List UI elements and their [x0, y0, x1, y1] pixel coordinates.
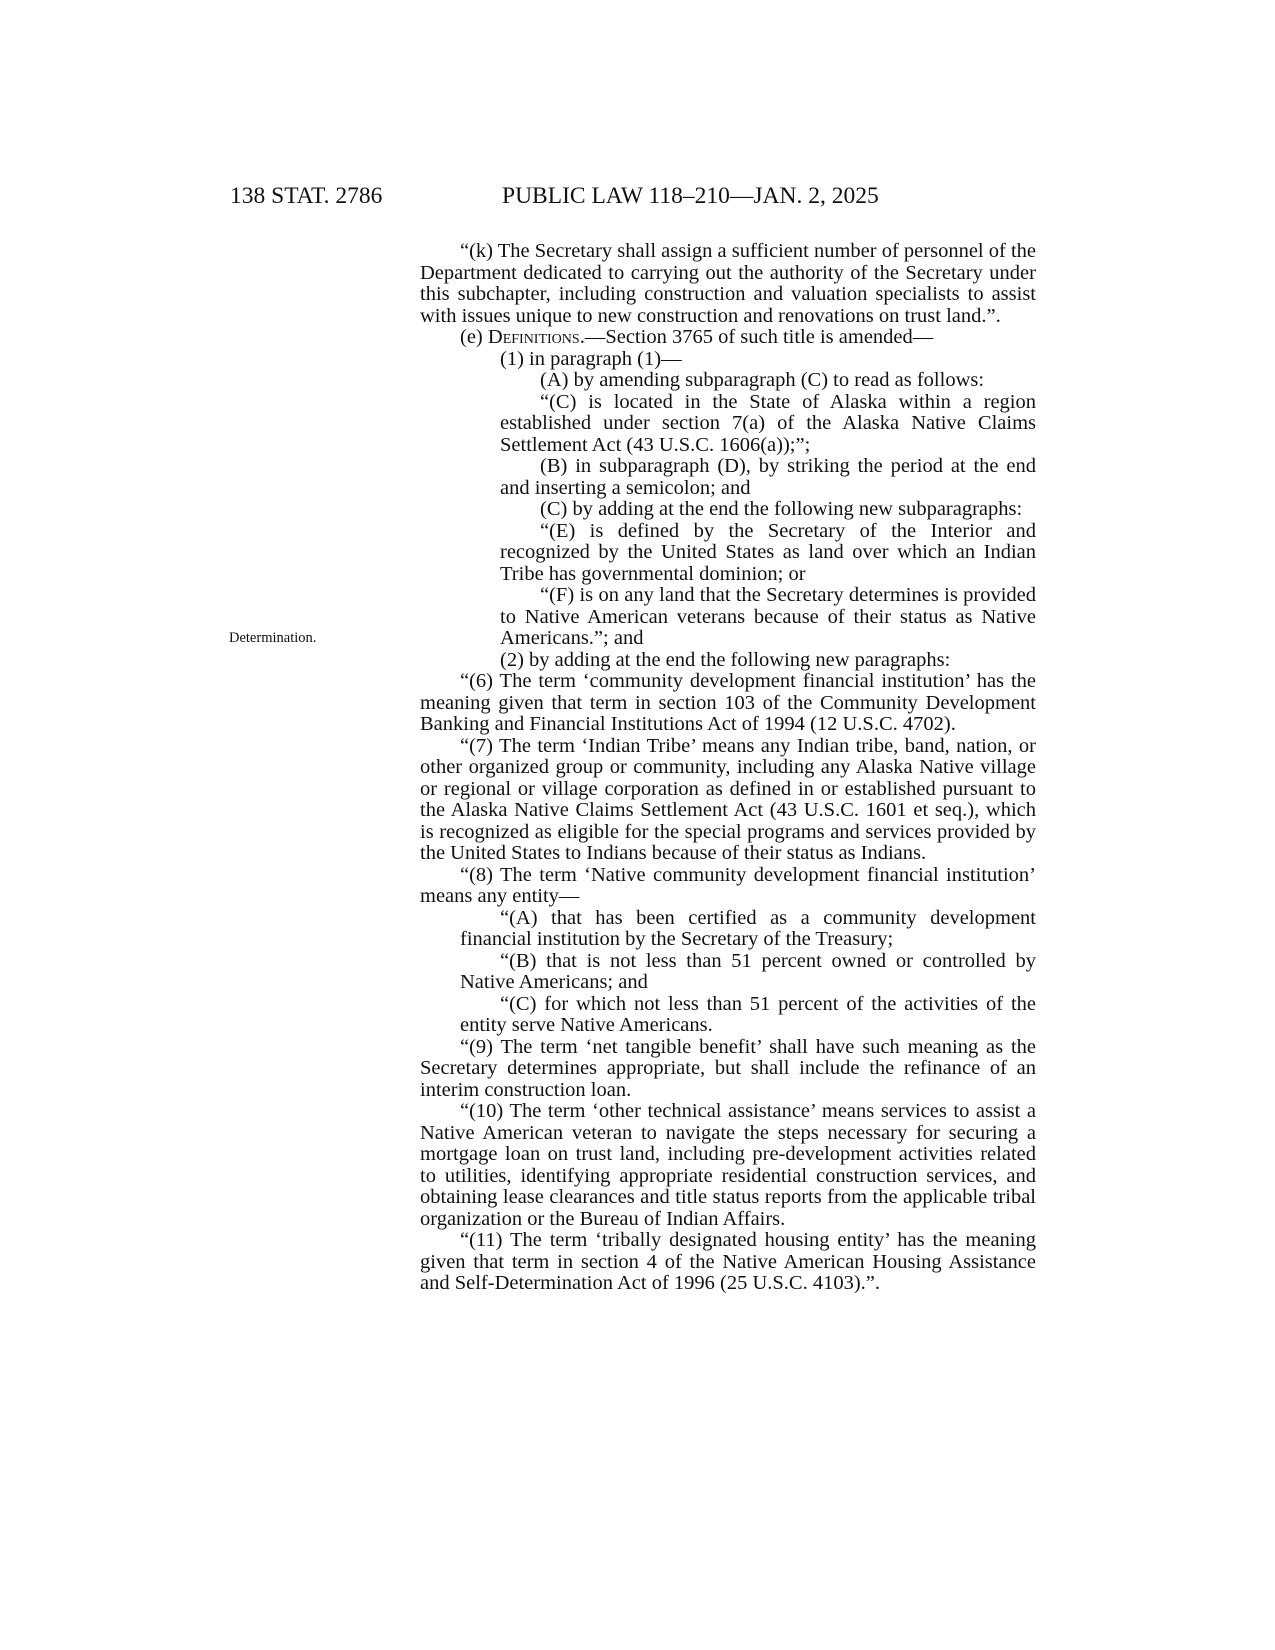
margin-note-determination: Determination. [229, 630, 317, 646]
public-law-title: PUBLIC LAW 118–210—JAN. 2, 2025 [502, 183, 879, 209]
definition-10: “(10) The term ‘other technical assistance’ means services to assist a Native American veteran to navigate the steps necessary for securing a mortgage loan on trust land, including pre-development activities related to utilities, identifying appropriate residential construction services, and obtaining lease clearances and title status reports from the applicable tribal organization or the Bureau of Indian Affairs. [420, 1100, 1036, 1230]
subparagraph-1C: (C) by adding at the end the following new subparagraphs: [540, 498, 1023, 520]
paragraph-e-lead: (e) [460, 326, 488, 348]
definition-7: “(7) The term ‘Indian Tribe’ means any Indian tribe, band, nation, or other organized group or community, including any Alaska Native village or regional or village corporation as defined in or established pursuant to the Alaska Native Claims Settlement Act (43 U.S.C. 1601 et seq.), which is recognized as eligible for the special programs and services provided by the United States to Indians because of their status as Indians. [420, 734, 1036, 864]
paragraph-e-heading: Definitions [487, 326, 580, 348]
stat-page-number: 138 STAT. 2786 [230, 183, 383, 209]
subparagraph-1C-E: “(E) is defined by the Secretary of the Interior and recognized by the United States as land over which an Indian Tribe has governmental dominion; or [500, 519, 1036, 585]
definition-8: “(8) The term ‘Native community development financial institution’ means any entity— [420, 863, 1036, 907]
definition-8A: “(A) that has been certified as a community development financial institution by the Secretary of the Treasury; [460, 906, 1036, 950]
paragraph-k: “(k) The Secretary shall assign a sufficient number of personnel of the Department dedicated to carrying out the authority of the Secretary under this subchapter, including construction and valuation specialists to assist with issues unique to new construction and renovations on trust land.”. [420, 240, 1036, 327]
paragraph-e-rest: .—Section 3765 of such title is amended— [579, 326, 934, 348]
page-header [0, 183, 1275, 213]
subparagraph-1A: (A) by amending subparagraph (C) to read as follows: [540, 369, 985, 391]
paragraph-1: (1) in paragraph (1)— [500, 347, 682, 370]
subparagraph-1C-F: “(F) is on any land that the Secretary determines is provided to Native American veterans because of their status as Native Americans.”; and [500, 584, 1036, 649]
definition-8C: “(C) for which not less than 51 percent of the activities of the entity serve Native Americans. [460, 992, 1036, 1036]
subparagraph-1A-C: “(C) is located in the State of Alaska within a region established under section 7(a) of the Alaska Native Claims Settlement Act (43 U.S.C. 1606(a));”; [500, 390, 1036, 456]
definition-8B: “(B) that is not less than 51 percent owned or controlled by Native Americans; and [460, 949, 1036, 993]
definition-9: “(9) The term ‘net tangible benefit’ shall have such meaning as the Secretary determines appropriate, but shall include the refinance of an interim construction loan. [420, 1035, 1036, 1101]
document-body [420, 241, 1036, 1295]
paragraph-e-definitions [420, 327, 1036, 349]
subparagraph-1B: (B) in subparagraph (D), by striking the period at the end and inserting a semicolon; and [500, 455, 1036, 499]
definition-11: “(11) The term ‘tribally designated housing entity’ has the meaning given that term in section 4 of the Native American Housing Assistance and Self-Determination Act of 1996 (25 U.S.C. 4103).”. [420, 1229, 1036, 1294]
definition-6: “(6) The term ‘community development financial institution’ has the meaning given that term in section 103 of the Community Development Banking and Financial Institutions Act of 1994 (12 U.S.C. 4702). [420, 670, 1036, 735]
paragraph-2: (2) by adding at the end the following new paragraphs: [500, 648, 951, 671]
